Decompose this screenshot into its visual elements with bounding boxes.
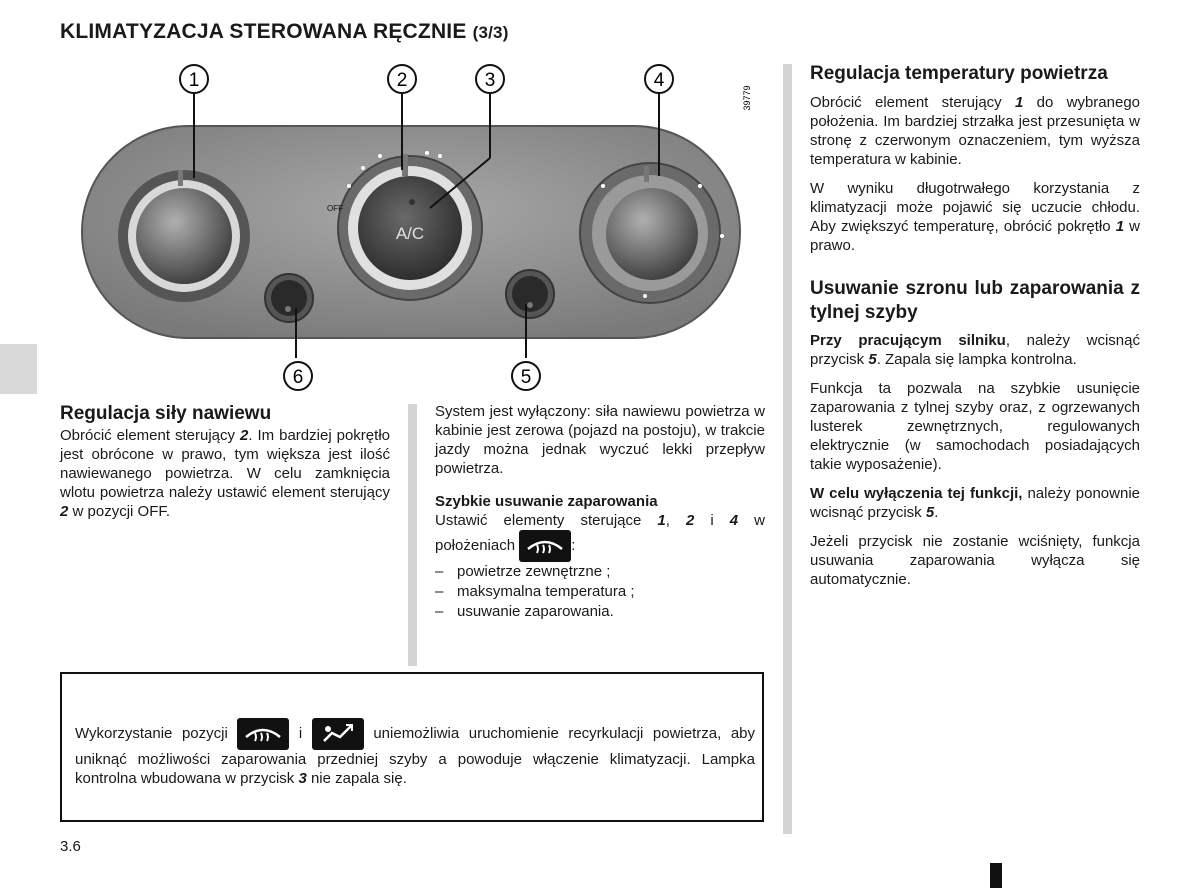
text-run: nie zapala się. bbox=[306, 770, 407, 787]
control-panel-illustration bbox=[60, 58, 770, 398]
chapter-tab-marker bbox=[0, 344, 37, 394]
quick-demist-heading: Szybkie usuwanie zaparowania bbox=[435, 493, 658, 510]
ref-number: 1 bbox=[657, 512, 666, 529]
note-text bbox=[75, 718, 755, 788]
callout-3: 3 bbox=[484, 70, 496, 91]
text-run: Przy pracującym silniku bbox=[810, 332, 1006, 349]
rear-defrost-text-3 bbox=[810, 484, 1140, 522]
quick-demist-text bbox=[435, 511, 765, 562]
section-system-off bbox=[435, 402, 765, 622]
text-run: Obrócić element sterujący bbox=[810, 94, 1015, 111]
list-item: – powietrze zewnętrzne ; bbox=[435, 562, 765, 582]
page-number: 3.6 bbox=[60, 838, 81, 855]
rear-defrost-text-2: Funkcja ta pozwala na szybkie usunięcie zaparowania z tylnej szyby oraz, z ogrzewanych lusterek zewnętrznych, regulowanych elektrycznie (w samochodach posiadających takie wyposażenie). bbox=[810, 380, 1140, 473]
text-run: w pozycji OFF. bbox=[68, 503, 171, 520]
ref-number: 5 bbox=[925, 504, 935, 521]
text-run: należy ponownie wcisnąć przycisk bbox=[810, 485, 1140, 521]
ref-number: 5 bbox=[868, 351, 877, 368]
title-text: KLIMATYZACJA STEROWANA RĘCZNIE bbox=[60, 20, 467, 43]
text-run: do wybranego położenia. Im bardziej strzałka jest przesunięta w stronę z czerwonym oznaczeniem, tym wyższa temperatura w kabinie. bbox=[810, 94, 1140, 168]
ref-number: 1 bbox=[1115, 218, 1125, 235]
text-run: Wykorzystanie pozycji bbox=[75, 724, 238, 742]
text-run: , bbox=[665, 512, 686, 529]
list-item: – maksymalna temperatura ; bbox=[435, 582, 765, 602]
section-fan-speed bbox=[60, 402, 390, 521]
callout-5: 5 bbox=[520, 367, 532, 388]
ref-number: 2 bbox=[60, 503, 69, 520]
page-edge-marker bbox=[990, 863, 1002, 888]
text-run: Obrócić element sterujący bbox=[60, 427, 240, 444]
text-run: W wyniku długotrwałego korzystania z klimatyzacji może pojawić się uczucie chłodu. Aby zwiększyć temperaturę, obrócić pokrętło bbox=[810, 180, 1140, 235]
title-part: (3/3) bbox=[472, 23, 509, 42]
quick-demist-list bbox=[435, 562, 765, 622]
text-run: , należy wcisnąć przycisk bbox=[810, 332, 1140, 368]
ref-number: 3 bbox=[298, 770, 307, 787]
callout-6: 6 bbox=[292, 367, 304, 388]
text-run: : bbox=[571, 536, 576, 554]
rear-defrost-text-4: Jeżeli przycisk nie zostanie wciśnięty, funkcja usuwania zaparowania wyłącza się automatycznie. bbox=[810, 533, 1140, 588]
off-label: OFF bbox=[327, 204, 343, 213]
callout-4: 4 bbox=[653, 70, 665, 91]
ref-number: 2 bbox=[240, 427, 249, 444]
rear-defrost-heading: Usuwanie szronu lub zaparowania z tylnej szyby bbox=[810, 278, 1140, 323]
ref-number: 2 bbox=[685, 512, 695, 529]
page-title bbox=[60, 20, 509, 44]
text-run: uniemożliwia uruchomienie recyrkulacji powietrza, aby uniknąć możliwości zaparowania przedniej szyby a powoduje włączenie klimatyzacji. Lampka kontrolna wbudowana w przycisk bbox=[75, 724, 756, 787]
fan-speed-text bbox=[60, 426, 390, 521]
callout-2: 2 bbox=[396, 70, 408, 91]
ac-label: A/C bbox=[395, 224, 425, 243]
text-run: i bbox=[694, 512, 730, 529]
column-divider-bar bbox=[408, 404, 417, 666]
figure-ref: 39779 bbox=[742, 85, 752, 111]
temperature-text-2 bbox=[810, 179, 1140, 255]
text-run: W celu wyłączenia tej funkcji, bbox=[810, 485, 1023, 502]
temperature-text-1 bbox=[810, 93, 1140, 169]
note-box bbox=[60, 672, 764, 822]
text-run: w prawo. bbox=[810, 218, 1141, 254]
windscreen-feet-airflow-icon bbox=[312, 718, 364, 750]
temperature-heading: Regulacja temperatury powietrza bbox=[810, 63, 1108, 84]
text-run: i bbox=[289, 724, 312, 742]
system-off-text: System jest wyłączony: siła nawiewu powietrza w kabinie jest zerowa (pojazd na postoju), w trakcie jazdy można jednak wyczuć lekki przepływ powietrza. bbox=[435, 403, 765, 477]
text-run: . Zapala się lampka kontrolna. bbox=[876, 351, 1077, 368]
defrost-icon bbox=[237, 718, 289, 750]
text-run: . Im bardziej pokrętło jest obrócone w prawo, tym większa jest ilość nawiewanego powietrza. W celu zamknięcia wlotu powietrza należy ustawić element sterujący bbox=[60, 427, 390, 501]
ref-number: 1 bbox=[1014, 94, 1024, 111]
section-temperature bbox=[810, 62, 1140, 599]
text-run: . bbox=[934, 504, 939, 521]
control-panel-figure bbox=[60, 58, 770, 398]
column-divider-bar bbox=[783, 64, 792, 834]
ref-number: 4 bbox=[729, 512, 739, 529]
list-item: – usuwanie zaparowania. bbox=[435, 602, 765, 622]
defrost-icon bbox=[519, 530, 571, 562]
text-run: Ustawić elementy sterujące bbox=[435, 512, 658, 529]
callout-1: 1 bbox=[188, 70, 200, 91]
text-run: w położeniach bbox=[435, 512, 766, 554]
rear-defrost-text-1 bbox=[810, 331, 1140, 369]
fan-speed-heading: Regulacja siły nawiewu bbox=[60, 403, 272, 424]
